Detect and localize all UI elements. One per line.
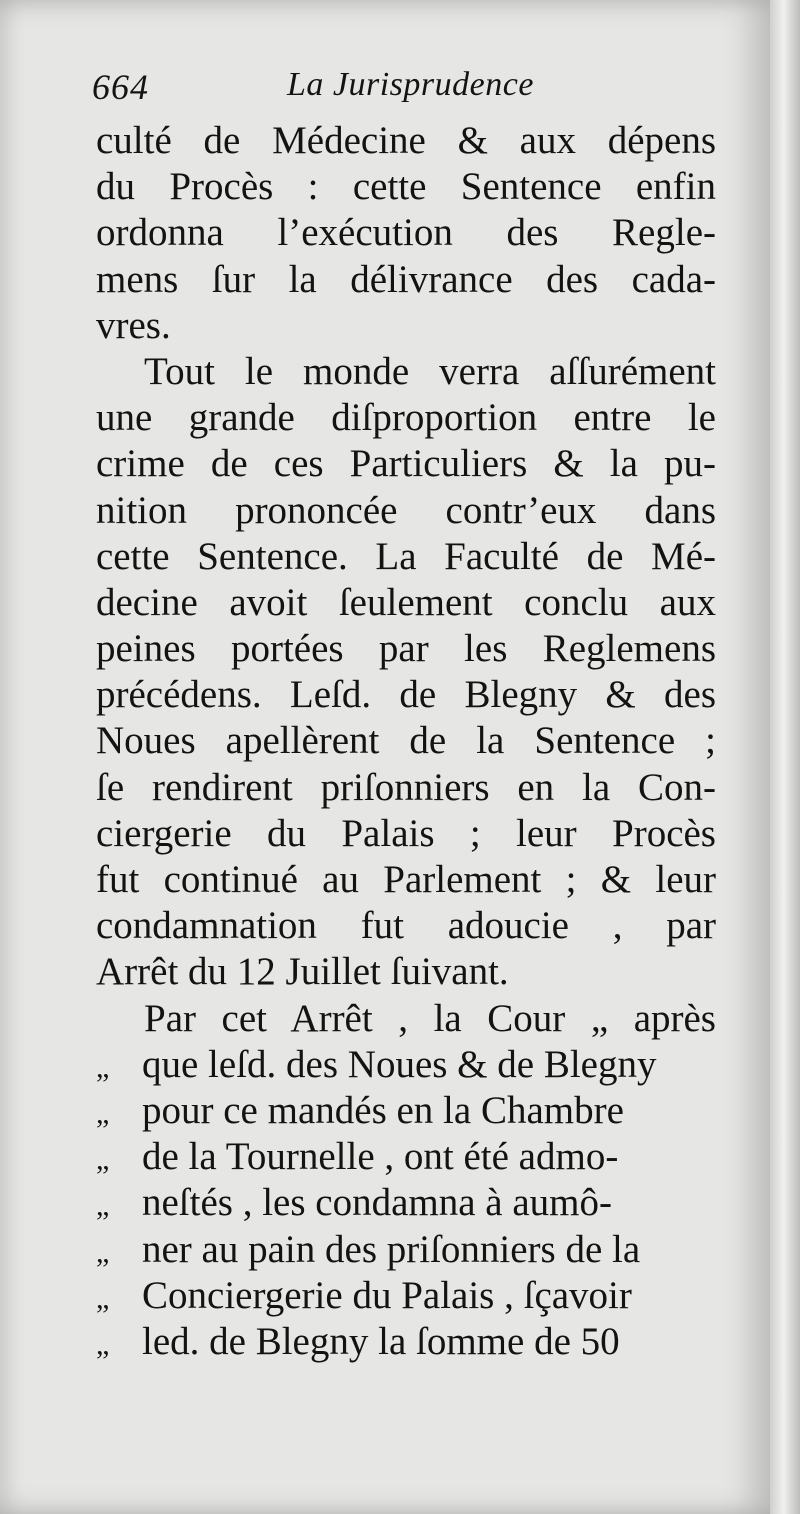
quote-mark: „ bbox=[96, 1327, 110, 1361]
quoted-line bbox=[96, 1042, 716, 1088]
quote-mark: „ bbox=[96, 1096, 110, 1130]
text-line: du Procès : cette Sentence enfin bbox=[96, 165, 716, 209]
quoted-line bbox=[96, 1319, 716, 1365]
text-line: decine avoit ſeulement conclu aux bbox=[96, 580, 716, 624]
text-line: une grande diſproportion entre le bbox=[96, 396, 716, 440]
quoted-line bbox=[96, 1088, 716, 1134]
quote-mark: „ bbox=[96, 1281, 110, 1315]
body-text bbox=[96, 118, 716, 1365]
text-line: ordonna l’exécution des Regle- bbox=[96, 211, 716, 255]
text-line: nition prononcée contr’eux dans bbox=[96, 488, 716, 532]
text-line: crime de ces Particuliers & la pu- bbox=[96, 442, 716, 486]
text-line: Conciergerie du Palais , ſçavoir bbox=[142, 1273, 632, 1317]
text-line: condamnation fut adoucie , par bbox=[96, 904, 716, 948]
text-line: culté de Médecine & aux dépens bbox=[96, 119, 716, 162]
book-spine-edge bbox=[770, 0, 800, 1514]
text-line: led. de Blegny la ſomme de 50 bbox=[142, 1319, 620, 1363]
text-line: peines portées par les Reglemens bbox=[96, 627, 716, 671]
text-line: ciergerie du Palais ; leur Procès bbox=[96, 811, 716, 855]
text-line: neſtés , les condamna à aumô- bbox=[142, 1181, 612, 1225]
text-line: Arrêt du 12 Juillet ſuivant. bbox=[96, 950, 509, 994]
text-line: ſe rendirent priſonniers en la Con- bbox=[96, 765, 716, 809]
quote-mark: „ bbox=[96, 1189, 110, 1223]
text-line: de la Tournelle , ont été admo- bbox=[142, 1135, 619, 1179]
text-line: ner au pain des priſonniers de la bbox=[142, 1227, 641, 1271]
text-line: cette Sentence. La Faculté de Mé- bbox=[96, 534, 716, 578]
quote-mark: „ bbox=[96, 1143, 110, 1177]
paragraph-start-line: Par cet Arrêt , la Cour „ après bbox=[144, 996, 716, 1040]
quoted-line bbox=[96, 1180, 716, 1226]
text-line: Noues apellèrent de la Sentence ; bbox=[96, 719, 716, 763]
text-line: que leſd. des Noues & de Blegny bbox=[142, 1042, 657, 1086]
quoted-line bbox=[96, 1134, 716, 1180]
quote-mark: „ bbox=[96, 1235, 110, 1269]
running-title: La Jurisprudence bbox=[287, 66, 534, 103]
paragraph-start-line: Tout le monde verra aſſurément bbox=[144, 349, 716, 393]
text-line: mens ſur la délivrance des cada- bbox=[96, 257, 716, 301]
text-line: pour ce mandés en la Chambre bbox=[142, 1088, 624, 1132]
quoted-line bbox=[96, 1227, 716, 1273]
text-line: précédens. Leſd. de Blegny & des bbox=[96, 673, 716, 717]
quoted-line bbox=[96, 1273, 716, 1319]
quote-mark: „ bbox=[96, 1050, 110, 1084]
page-number: 664 bbox=[92, 67, 149, 107]
page-header bbox=[92, 66, 712, 114]
text-line: fut continué au Parlement ; & leur bbox=[96, 858, 716, 901]
text-line: vres. bbox=[96, 303, 171, 347]
